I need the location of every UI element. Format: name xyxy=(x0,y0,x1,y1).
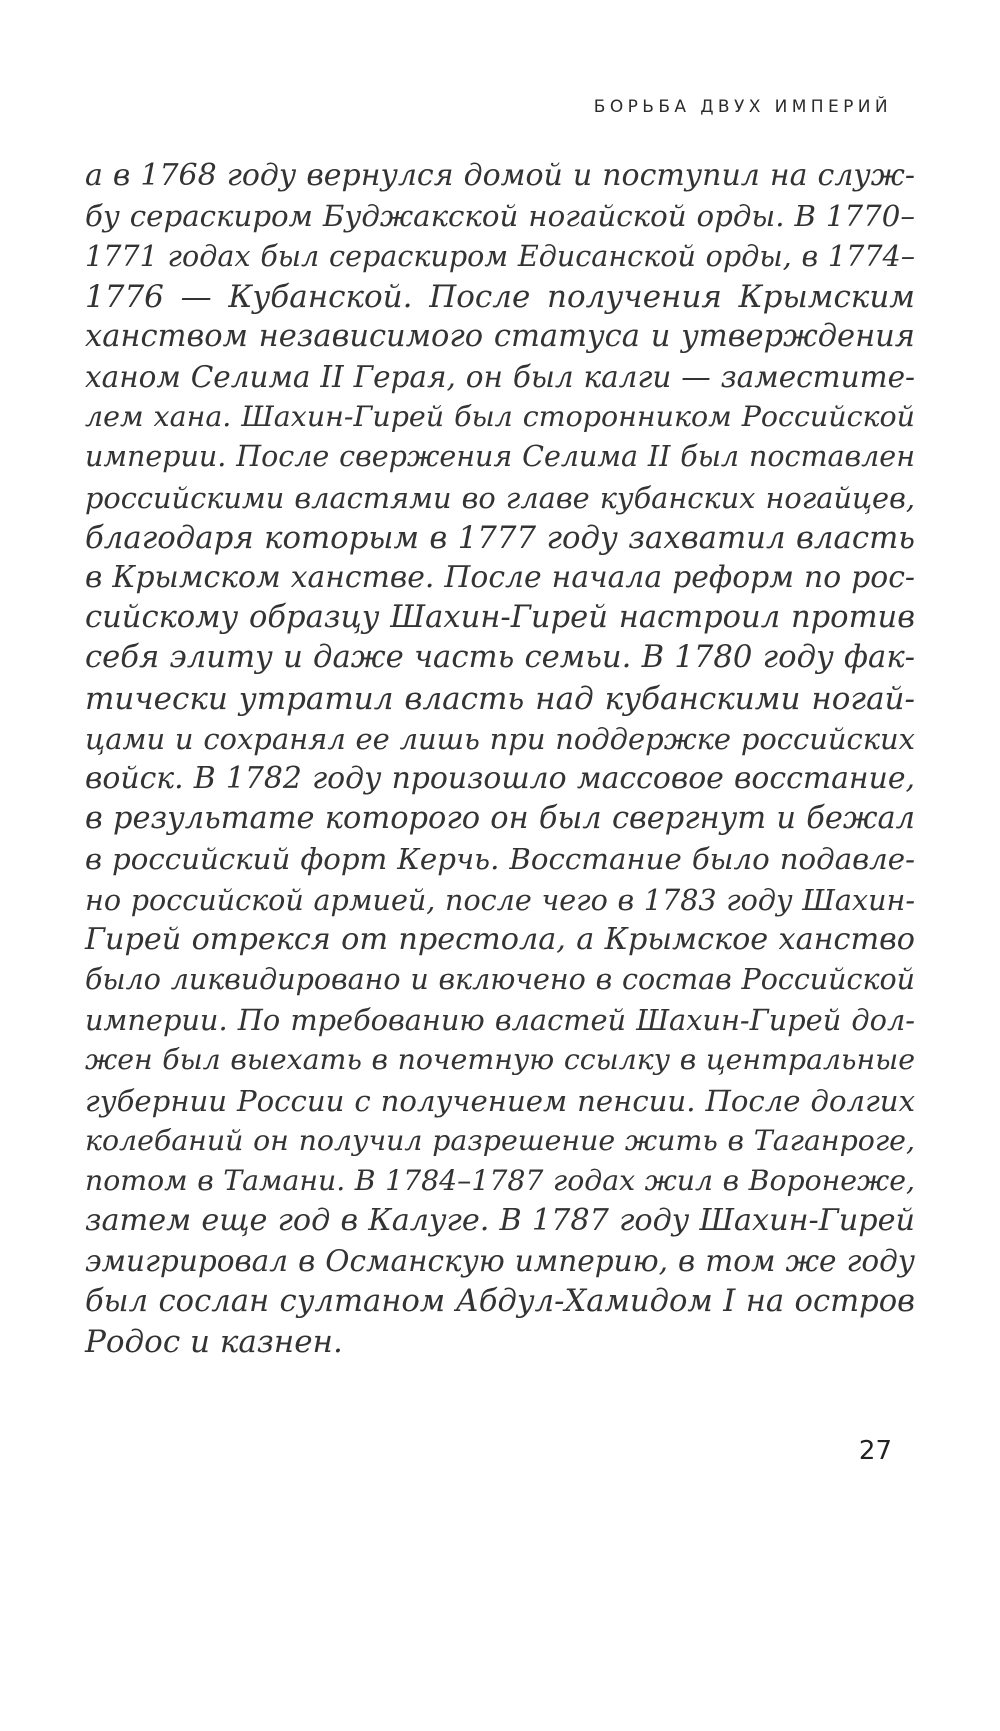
text-line: губернии России с получением пенсии. После долгих xyxy=(85,1083,915,1118)
text-line: жен был выехать в почетную ссылку в центральные xyxy=(85,1043,915,1077)
text-line: лем хана. Шахин-Гирей был сторонником Российской xyxy=(85,400,915,434)
text-line: колебаний он получил разрешение жить в Таганроге, xyxy=(85,1123,915,1157)
text-line: эмигрировал в Османскую империю, в том же году xyxy=(85,1244,915,1279)
text-line: затем еще год в Калуге. В 1787 году Шахин-Гирей xyxy=(85,1203,915,1239)
body-paragraph xyxy=(85,156,915,1362)
text-line: в Крымском ханстве. После начала реформ по рос- xyxy=(85,560,915,596)
text-line: ханом Селима II Герая, он был калги — заместите- xyxy=(85,360,915,395)
text-line: ханством независимого статуса и утверждения xyxy=(85,318,915,354)
text-line: а в 1768 году вернулся домой и поступил на служ- xyxy=(85,158,915,193)
text-line: благодаря которым в 1777 году захватил власть xyxy=(85,519,915,556)
text-line: в результате которого он был свергнут и бежал xyxy=(85,801,915,837)
text-line: цами и сохранял ее лишь при поддержке российских xyxy=(85,721,915,756)
text-line: 1776 — Кубанской. После получения Крымским xyxy=(85,278,915,315)
text-line: потом в Тамани. В 1784–1787 годах жил в Воронеже, xyxy=(85,1164,915,1198)
text-line: но российской армией, после чего в 1783 году Шахин- xyxy=(85,882,915,917)
text-line: был сослан султаном Абдул-Хамидом I на остров xyxy=(85,1283,915,1319)
text-line: Гирей отрекся от престола, а Крымское ханство xyxy=(85,921,915,957)
running-head: БОРЬБА ДВУХ ИМПЕРИЙ xyxy=(593,97,892,117)
text-line: империи. После свержения Селима II был поставлен xyxy=(85,440,915,474)
text-line: тически утратил власть над кубанскими ногай- xyxy=(85,680,915,717)
text-line: бу сераскиром Буджакской ногайской орды. В 1770– xyxy=(85,199,915,234)
text-line: Родос и казнен. xyxy=(85,1323,343,1360)
text-line: войск. В 1782 году произошло массовое восстание, xyxy=(85,761,915,797)
text-line: империи. По требованию властей Шахин-Гирей дол- xyxy=(85,1003,915,1038)
text-line: в российский форт Керчь. Восстание было подавле- xyxy=(85,842,915,877)
text-line: сийскому образцу Шахин-Гирей настроил против xyxy=(85,600,915,636)
text-line: себя элиту и даже часть семьи. В 1780 году фак- xyxy=(85,640,915,676)
page-number: 27 xyxy=(858,1436,892,1466)
text-line: 1771 годах был сераскиром Едисанской орды, в 1774– xyxy=(85,239,915,274)
text-line: было ликвидировано и включено в состав Российской xyxy=(85,963,915,997)
text-line: российскими властями во главе кубанских ногайцев, xyxy=(85,480,915,515)
